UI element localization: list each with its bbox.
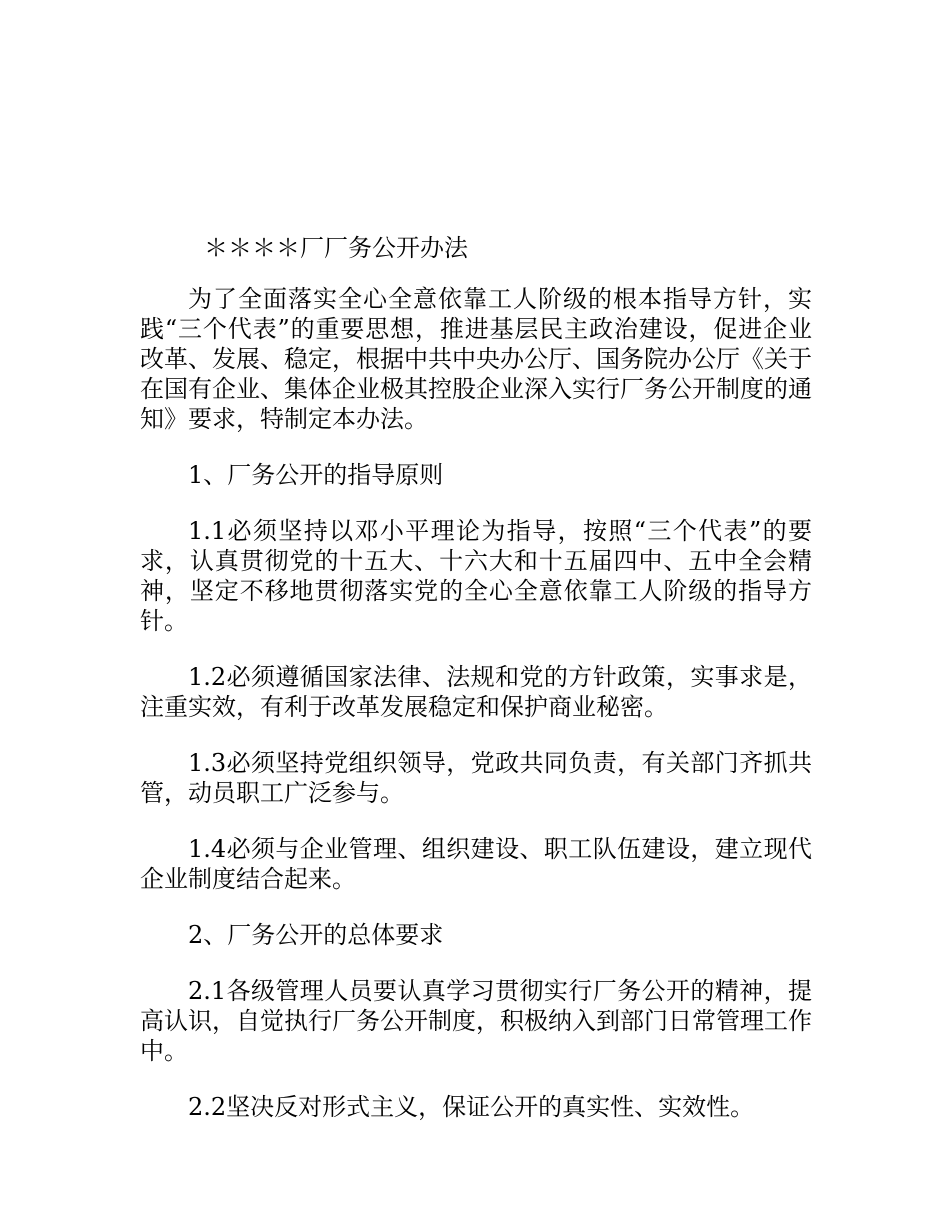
section-heading-1: 1、厂务公开的指导原则 <box>188 461 444 489</box>
clause-1-1: 1.1必须坚持以邓小平理论为指导，按照“三个代表”的要求，认真贯彻党的十五大、十六大和十五届四中、五中全会精神，坚定不移地贯彻落实党的全心全意依靠工人阶级的指导方针。 <box>140 517 812 635</box>
document-title: ＊＊＊＊厂厂务公开办法 <box>204 234 468 262</box>
clause-2-2: 2.2坚决反对形式主义，保证公开的真实性、实效性。 <box>188 1093 755 1121</box>
clause-1-2: 1.2必须遵循国家法律、法规和党的方针政策，实事求是，注重实效，有利于改革发展稳定和保护商业秘密。 <box>140 663 812 721</box>
intro-paragraph: 为了全面落实全心全意依靠工人阶级的根本指导方针，实践“三个代表”的重要思想，推进基层民主政治建设，促进企业改革、发展、稳定，根据中共中央办公厅、国务院办公厅《关于在国有企业、集体企业极其控股企业深入实行厂务公开制度的通知》要求，特制定本办法。 <box>140 285 812 433</box>
document-body <box>140 230 812 1148</box>
clause-2-1: 2.1各级管理人员要认真学习贯彻实行厂务公开的精神，提高认识，自觉执行厂务公开制度，积极纳入到部门日常管理工作中。 <box>140 977 812 1065</box>
clause-1-4: 1.4必须与企业管理、组织建设、职工队伍建设，建立现代企业制度结合起来。 <box>140 835 812 893</box>
section-heading-2: 2、厂务公开的总体要求 <box>188 921 444 949</box>
clause-1-3: 1.3必须坚持党组织领导，党政共同负责，有关部门齐抓共管，动员职工广泛参与。 <box>140 749 812 807</box>
